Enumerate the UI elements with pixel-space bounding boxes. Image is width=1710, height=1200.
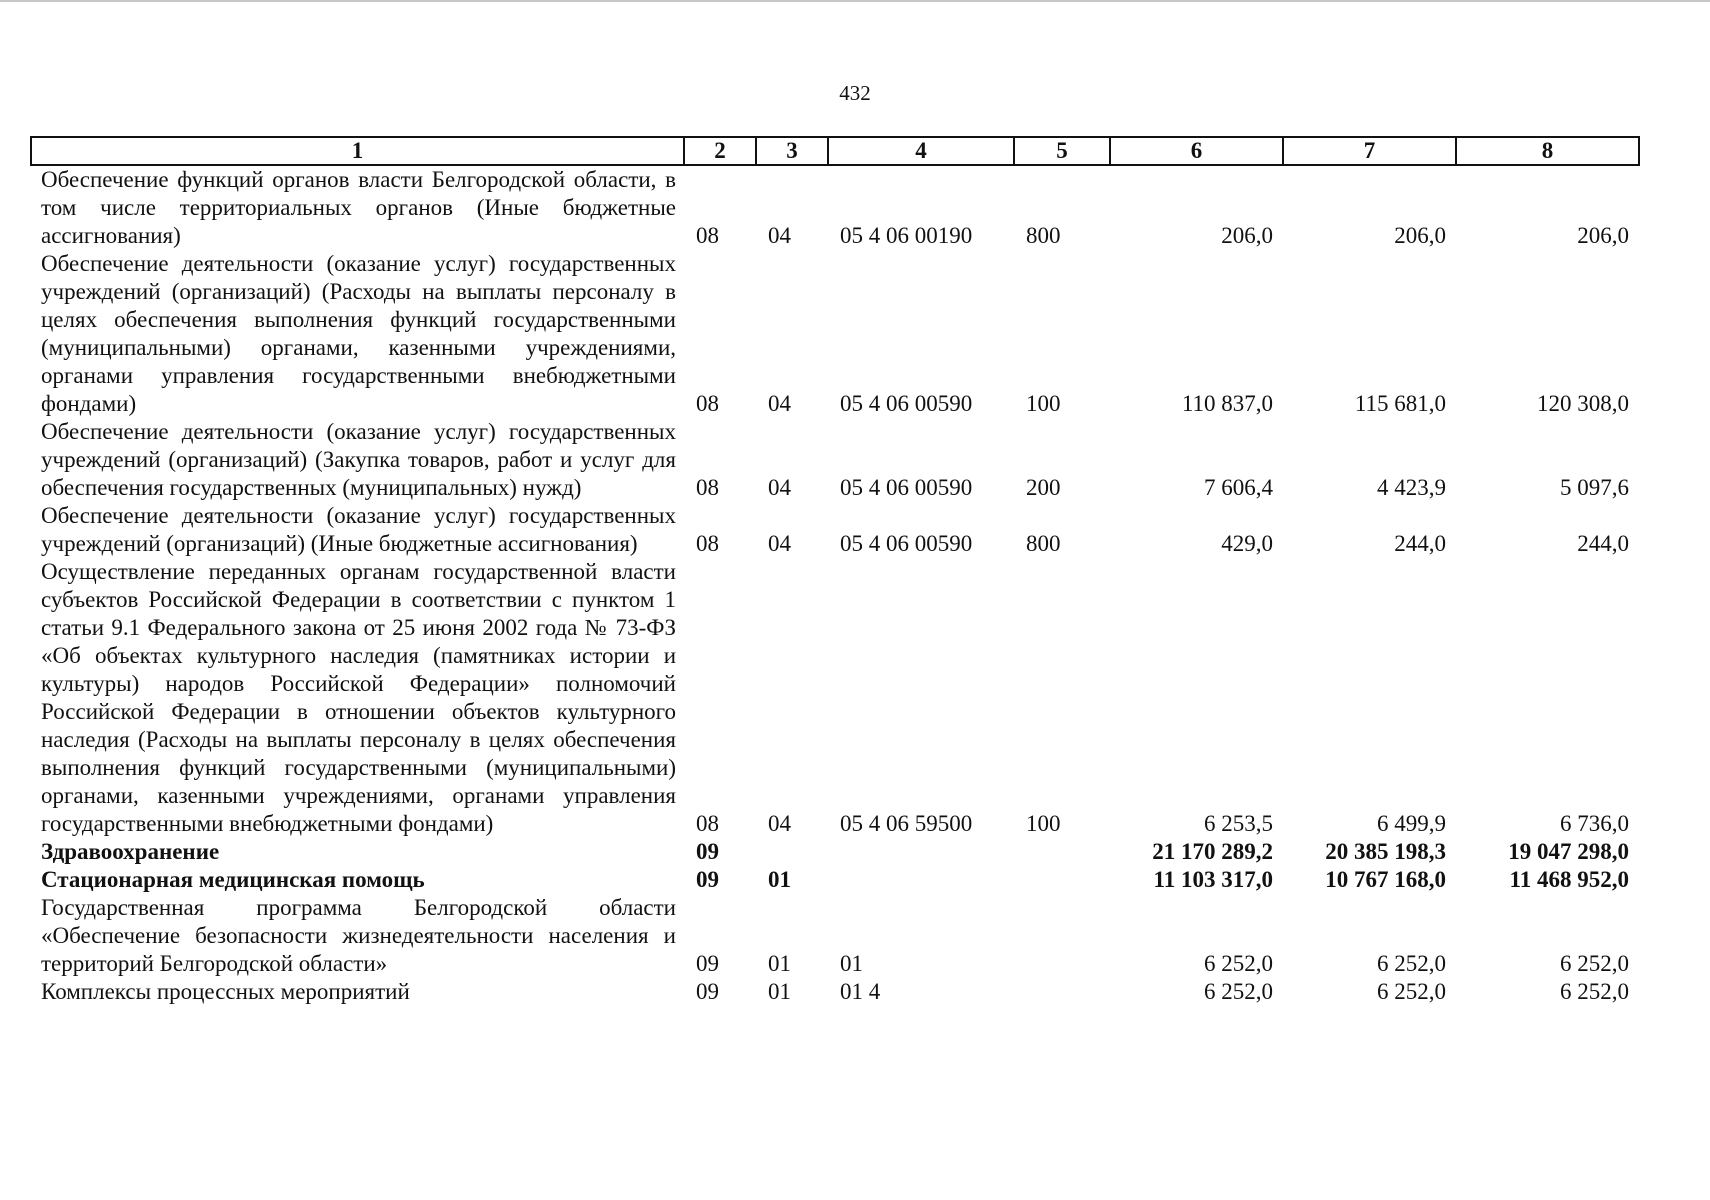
row-subsection: 04 — [768, 475, 791, 500]
row-section: 08 — [696, 475, 719, 500]
row-name: Здравоохранение — [41, 839, 220, 864]
row-amount-1: 206,0 — [1221, 223, 1273, 248]
table-row — [31, 866, 1639, 894]
table-row — [31, 838, 1639, 866]
header-col-6: 6 — [1110, 137, 1283, 165]
row-section: 09 — [696, 839, 719, 864]
table-row — [31, 165, 1639, 250]
row-section: 09 — [696, 979, 719, 1004]
row-name: Комплексы процессных мероприятий — [41, 979, 410, 1004]
row-amount-3: 11 468 952,0 — [1509, 867, 1629, 892]
row-name: Государственная программа Белгородской области «Обеспечение безопасности жизнедеятельности населения и территорий Белгородской области» — [41, 895, 676, 976]
row-amount-1: 110 837,0 — [1181, 391, 1273, 416]
row-subsection — [756, 838, 828, 866]
row-section: 09 — [696, 951, 719, 976]
header-col-2: 2 — [684, 137, 756, 165]
table-row — [31, 418, 1639, 502]
row-name: Обеспечение деятельности (оказание услуг) государственных учреждений (организаций) (Иные бюджетные ассигнования) — [41, 503, 676, 556]
header-col-7: 7 — [1283, 137, 1456, 165]
header-col-8: 8 — [1456, 137, 1639, 165]
row-amount-3: 6 252,0 — [1560, 951, 1629, 976]
row-section: 08 — [696, 811, 719, 836]
row-amount-3: 5 097,6 — [1560, 475, 1629, 500]
row-target-article: 05 4 06 59500 — [840, 811, 973, 836]
row-section: 08 — [696, 391, 719, 416]
table-row — [31, 502, 1639, 558]
row-amount-2: 115 681,0 — [1354, 391, 1446, 416]
row-subsection: 04 — [768, 391, 791, 416]
row-target-article: 01 4 — [840, 979, 881, 1004]
row-amount-2: 6 252,0 — [1377, 979, 1446, 1004]
row-amount-3: 6 252,0 — [1560, 979, 1629, 1004]
row-amount-1: 429,0 — [1221, 531, 1273, 556]
row-expense-type: 800 — [1026, 223, 1061, 248]
header-col-4: 4 — [828, 137, 1014, 165]
row-expense-type: 100 — [1026, 811, 1061, 836]
row-amount-3: 206,0 — [1577, 223, 1629, 248]
row-amount-2: 6 499,9 — [1377, 811, 1446, 836]
row-name: Осуществление переданных органам государственной власти субъектов Российской Федерации в соответствии с пунктом 1 статьи 9.1 Федерального закона от 25 июня 2002 года № 73-ФЗ «Об объектах культурного наследия (памятниках истории и культуры) народов Российской Федерации» полномочий Российской Федерации в отношении объектов культурного наследия (Расходы на выплаты персоналу в целях обеспечения выполнения функций государственными (муниципальными) органами, казенными учреждениями, органами управления государственными внебюджетными фондами) — [41, 559, 676, 836]
row-amount-3: 120 308,0 — [1537, 391, 1629, 416]
row-name: Обеспечение деятельности (оказание услуг) государственных учреждений (организаций) (Закупка товаров, работ и услуг для обеспечения государственных (муниципальных) нужд) — [41, 419, 676, 500]
row-expense-type — [1014, 866, 1110, 894]
row-amount-2: 206,0 — [1394, 223, 1446, 248]
row-expense-type: 200 — [1026, 475, 1061, 500]
header-row — [31, 137, 1639, 165]
row-amount-2: 6 252,0 — [1377, 951, 1446, 976]
row-expense-type — [1014, 978, 1110, 1006]
row-subsection: 04 — [768, 223, 791, 248]
row-amount-3: 19 047 298,0 — [1508, 839, 1629, 864]
row-target-article — [828, 866, 1014, 894]
row-name: Обеспечение функций органов власти Белгородской области, в том числе территориальных органов (Иные бюджетные ассигнования) — [41, 167, 676, 248]
table-body — [31, 165, 1639, 1006]
row-section: 08 — [696, 223, 719, 248]
row-subsection: 01 — [768, 867, 791, 892]
row-section: 09 — [696, 867, 719, 892]
row-target-article — [828, 838, 1014, 866]
row-amount-1: 6 252,0 — [1204, 979, 1273, 1004]
row-target-article: 05 4 06 00190 — [840, 223, 973, 248]
row-name: Обеспечение деятельности (оказание услуг) государственных учреждений (организаций) (Расходы на выплаты персоналу в целях обеспечения выполнения функций государственными (муниципальными) органами, казенными учреждениями, органами управления государственными внебюджетными фондами) — [41, 251, 676, 416]
header-col-3: 3 — [756, 137, 828, 165]
table-row — [31, 558, 1639, 838]
row-expense-type — [1014, 838, 1110, 866]
row-target-article: 01 — [840, 951, 863, 976]
table-row — [31, 250, 1639, 418]
row-section: 08 — [696, 531, 719, 556]
budget-table — [30, 136, 1640, 1006]
page-number: 432 — [839, 81, 871, 105]
row-subsection: 04 — [768, 531, 791, 556]
row-subsection: 01 — [768, 951, 791, 976]
row-amount-1: 6 253,5 — [1204, 811, 1273, 836]
table-row — [31, 978, 1639, 1006]
row-amount-2: 4 423,9 — [1377, 475, 1446, 500]
row-subsection: 04 — [768, 811, 791, 836]
row-target-article: 05 4 06 00590 — [840, 475, 973, 500]
row-amount-1: 7 606,4 — [1204, 475, 1273, 500]
row-amount-2: 20 385 198,3 — [1325, 839, 1446, 864]
row-amount-2: 10 767 168,0 — [1325, 867, 1446, 892]
row-amount-1: 6 252,0 — [1204, 951, 1273, 976]
row-amount-2: 244,0 — [1394, 531, 1446, 556]
row-subsection: 01 — [768, 979, 791, 1004]
row-name: Стационарная медицинская помощь — [41, 867, 425, 892]
row-amount-1: 11 103 317,0 — [1153, 867, 1273, 892]
row-expense-type: 800 — [1026, 531, 1061, 556]
scan-top-edge — [0, 0, 1710, 2]
row-expense-type: 100 — [1026, 391, 1061, 416]
header-col-5: 5 — [1014, 137, 1110, 165]
row-amount-1: 21 170 289,2 — [1152, 839, 1273, 864]
table-row — [31, 894, 1639, 978]
row-target-article: 05 4 06 00590 — [840, 391, 973, 416]
header-col-1: 1 — [31, 137, 684, 165]
row-target-article: 05 4 06 00590 — [840, 531, 973, 556]
row-amount-3: 244,0 — [1577, 531, 1629, 556]
row-expense-type — [1014, 894, 1110, 978]
row-amount-3: 6 736,0 — [1560, 811, 1629, 836]
